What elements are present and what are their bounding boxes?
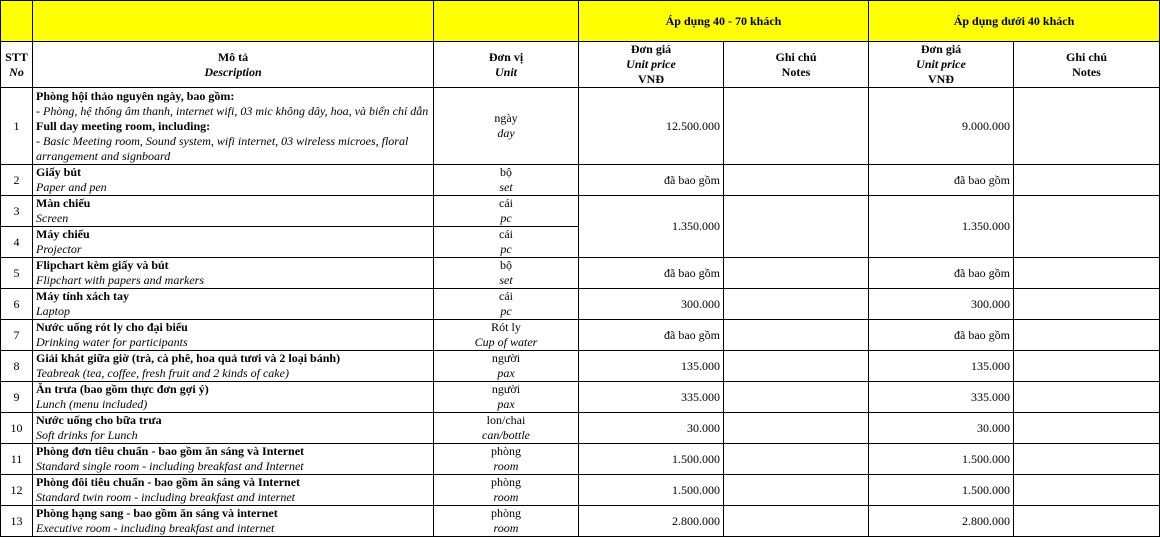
desc-en: Projector: [36, 242, 82, 256]
note-under-40: [1014, 165, 1160, 196]
row-number: 9: [1, 382, 33, 413]
unit-vi: lon/chai: [486, 413, 526, 427]
unit-vi: cái: [499, 227, 513, 241]
unit-vi: người: [491, 382, 521, 396]
unit-en: pc: [500, 304, 512, 318]
row-unit: [434, 413, 579, 444]
desc-vi: Màn chiếu: [36, 196, 91, 210]
row-unit: [434, 475, 579, 506]
row-description: [33, 196, 434, 227]
note-under-40: [1014, 351, 1160, 382]
row-number: 10: [1, 413, 33, 444]
price-under-40: 9.000.000: [869, 88, 1014, 165]
blank-header-cell: [33, 1, 434, 42]
desc-label: Mô tả: [217, 49, 249, 64]
desc-vi: Nước uống rót ly cho đại biểu: [36, 320, 188, 334]
price-label: Đơn giá: [630, 42, 672, 56]
stt-label-en: No: [9, 64, 24, 79]
row-unit: [434, 382, 579, 413]
unit-en: set: [499, 180, 513, 194]
group-header-row: [1, 1, 1160, 42]
note-header-1: [724, 42, 869, 88]
desc-en: Flipchart with papers and markers: [36, 273, 204, 287]
row-unit: [434, 196, 579, 227]
unit-vi: ngày: [494, 111, 518, 125]
price-header-1: [579, 42, 724, 88]
desc-vi: Phòng đôi tiêu chuẩn - bao gồm ăn sáng và Internet: [36, 475, 301, 489]
unit-en: pax: [497, 366, 515, 380]
row-number: 5: [1, 258, 33, 289]
price-40-70: đã bao gồm: [579, 258, 724, 289]
row-number: 12: [1, 475, 33, 506]
desc-vi: Giấy bút: [36, 165, 82, 179]
row-description: [33, 88, 434, 165]
note-40-70: [724, 506, 869, 537]
price-40-70: 1.500.000: [579, 444, 724, 475]
desc-en: Paper and pen: [36, 180, 107, 194]
row-number: 11: [1, 444, 33, 475]
row-unit: [434, 258, 579, 289]
desc-en: Laptop: [36, 304, 71, 318]
desc-en: Executive room - including breakfast and internet: [36, 521, 275, 535]
note-label-en: Notes: [781, 64, 811, 79]
unit-vi: phòng: [491, 444, 521, 458]
table-row: [1, 196, 1160, 227]
note-40-70: [724, 320, 869, 351]
desc-label-en: Description: [204, 64, 262, 79]
table-row: [1, 351, 1160, 382]
desc-vi: Phòng hội thảo nguyên ngày, bao gồm:: [36, 88, 235, 103]
price-under-40: 1.500.000: [869, 475, 1014, 506]
price-40-70: 135.000: [579, 351, 724, 382]
note-under-40: [1014, 196, 1160, 258]
unit-en: can/bottle: [482, 428, 530, 442]
unit-en: set: [499, 273, 513, 287]
unit-en: day: [497, 126, 515, 140]
row-description: [33, 475, 434, 506]
price-currency: VNĐ: [638, 72, 664, 86]
desc-vi: Giải khát giữa giờ (trà, cà phê, hoa quả tươi và 2 loại bánh): [36, 351, 341, 365]
price-under-40: 335.000: [869, 382, 1014, 413]
unit-vi: phòng: [491, 506, 521, 520]
table-row: [1, 320, 1160, 351]
note-under-40: [1014, 88, 1160, 165]
row-unit: [434, 351, 579, 382]
row-description: [33, 351, 434, 382]
note-under-40: [1014, 413, 1160, 444]
desc-en: Standard twin room - including breakfast and internet: [36, 490, 295, 504]
desc-vi: Phòng hạng sang - bao gồm ăn sáng và internet: [36, 506, 278, 520]
desc-vi: Nước uống cho bữa trưa: [36, 413, 162, 427]
note-40-70: [724, 444, 869, 475]
note-40-70: [724, 165, 869, 196]
note-40-70: [724, 196, 869, 258]
blank-header-cell: [434, 1, 579, 42]
desc-en: Drinking water for participants: [36, 335, 188, 349]
row-number: 7: [1, 320, 33, 351]
unit-vi: Rót ly: [491, 320, 521, 334]
price-40-70: 30.000: [579, 413, 724, 444]
unit-label: Đơn vị: [488, 49, 524, 64]
row-description: [33, 320, 434, 351]
row-number: 6: [1, 289, 33, 320]
row-number: 1: [1, 88, 33, 165]
note-label-en: Notes: [1072, 64, 1101, 79]
row-unit: [434, 444, 579, 475]
price-40-70: 335.000: [579, 382, 724, 413]
table-row: [1, 258, 1160, 289]
desc-en: Teabreak (tea, coffee, fresh fruit and 2 kinds of cake): [36, 366, 289, 380]
row-description: [33, 289, 434, 320]
price-40-70: 1.500.000: [579, 475, 724, 506]
table-row: [1, 165, 1160, 196]
desc-header: [33, 42, 434, 88]
blank-header-cell: [1, 1, 33, 42]
desc-vi: Ăn trưa (bao gồm thực đơn gợi ý): [36, 382, 209, 396]
row-description: [33, 444, 434, 475]
row-unit: [434, 289, 579, 320]
price-label-en: Unit price: [626, 57, 676, 71]
unit-en: room: [493, 521, 519, 535]
unit-en: room: [493, 490, 519, 504]
note-40-70: [724, 289, 869, 320]
desc-vi: Máy chiếu: [36, 227, 90, 241]
row-number: 2: [1, 165, 33, 196]
price-40-70: 300.000: [579, 289, 724, 320]
table-row: [1, 382, 1160, 413]
group-40-70-header: Áp dụng 40 - 70 khách: [579, 1, 869, 42]
note-40-70: [724, 382, 869, 413]
column-header-row: [1, 42, 1160, 88]
row-description: [33, 165, 434, 196]
desc-vi: Flipchart kèm giấy và bút: [36, 258, 169, 272]
table-row: [1, 444, 1160, 475]
unit-en: pax: [497, 397, 515, 411]
desc-en: Standard single room - including breakfast and Internet: [36, 459, 304, 473]
price-40-70: 1.350.000: [579, 196, 724, 258]
price-40-70: 2.800.000: [579, 506, 724, 537]
unit-en: pc: [500, 211, 512, 225]
note-label: Ghi chú: [775, 49, 817, 64]
desc-vi: Máy tính xách tay: [36, 289, 129, 303]
row-number: 4: [1, 227, 33, 258]
group-under-40-header: Áp dụng dưới 40 khách: [869, 1, 1160, 42]
unit-vi: cái: [499, 289, 513, 303]
row-description: [33, 382, 434, 413]
stt-label: STT: [5, 49, 28, 64]
table-row: [1, 475, 1160, 506]
table-row: [1, 88, 1160, 165]
unit-vi: cái: [499, 196, 513, 210]
note-under-40: [1014, 506, 1160, 537]
row-unit: [434, 227, 579, 258]
price-under-40: 2.800.000: [869, 506, 1014, 537]
desc-en: Lunch (menu included): [36, 397, 148, 411]
unit-vi: bộ: [500, 165, 512, 179]
row-number: 3: [1, 196, 33, 227]
price-label-en: Unit price: [916, 57, 966, 71]
row-description: [33, 227, 434, 258]
unit-en: room: [493, 459, 519, 473]
desc-en: Screen: [36, 211, 69, 225]
price-under-40: đã bao gồm: [869, 320, 1014, 351]
row-description: [33, 258, 434, 289]
desc-en: Full day meeting room, including:: [36, 118, 211, 133]
row-unit: [434, 165, 579, 196]
note-40-70: [724, 475, 869, 506]
price-under-40: 1.350.000: [869, 196, 1014, 258]
desc-en: Soft drinks for Lunch: [36, 428, 138, 442]
unit-label-en: Unit: [494, 64, 517, 79]
unit-en: pc: [500, 242, 512, 256]
note-40-70: [724, 88, 869, 165]
price-header-2: [869, 42, 1014, 88]
price-40-70: đã bao gồm: [579, 320, 724, 351]
desc-vi-detail: - Phòng, hệ thống âm thanh, internet wifi, 03 mic không dây, hoa, và biển chỉ dẫn: [36, 103, 429, 118]
note-under-40: [1014, 289, 1160, 320]
table-row: [1, 413, 1160, 444]
stt-header: [1, 42, 33, 88]
row-description: [33, 413, 434, 444]
row-description: [33, 506, 434, 537]
price-under-40: đã bao gồm: [869, 258, 1014, 289]
price-40-70: 12.500.000: [579, 88, 724, 165]
price-under-40: đã bao gồm: [869, 165, 1014, 196]
unit-vi: người: [491, 351, 521, 365]
unit-en: Cup of water: [474, 335, 538, 349]
note-label: Ghi chú: [1065, 49, 1107, 64]
price-under-40: 300.000: [869, 289, 1014, 320]
table-row: [1, 289, 1160, 320]
note-40-70: [724, 351, 869, 382]
price-label: Đơn giá: [920, 42, 962, 56]
note-under-40: [1014, 444, 1160, 475]
row-unit: [434, 88, 579, 165]
desc-en-detail: - Basic Meeting room, Sound system, wifi internet, 03 wireless microes, floral arrangement and signboard: [36, 133, 409, 163]
note-under-40: [1014, 475, 1160, 506]
row-unit: [434, 506, 579, 537]
note-header-2: [1014, 42, 1160, 88]
note-under-40: [1014, 382, 1160, 413]
unit-vi: bộ: [500, 258, 512, 272]
price-under-40: 30.000: [869, 413, 1014, 444]
note-under-40: [1014, 258, 1160, 289]
price-under-40: 135.000: [869, 351, 1014, 382]
note-40-70: [724, 413, 869, 444]
table-row: [1, 506, 1160, 537]
note-under-40: [1014, 320, 1160, 351]
desc-vi: Phòng đơn tiêu chuẩn - bao gồm ăn sáng và Internet: [36, 444, 305, 458]
price-under-40: 1.500.000: [869, 444, 1014, 475]
price-currency: VNĐ: [928, 72, 954, 86]
row-number: 13: [1, 506, 33, 537]
row-number: 8: [1, 351, 33, 382]
note-40-70: [724, 258, 869, 289]
unit-vi: phòng: [491, 475, 521, 489]
unit-header: [434, 42, 579, 88]
price-40-70: đã bao gồm: [579, 165, 724, 196]
row-unit: [434, 320, 579, 351]
